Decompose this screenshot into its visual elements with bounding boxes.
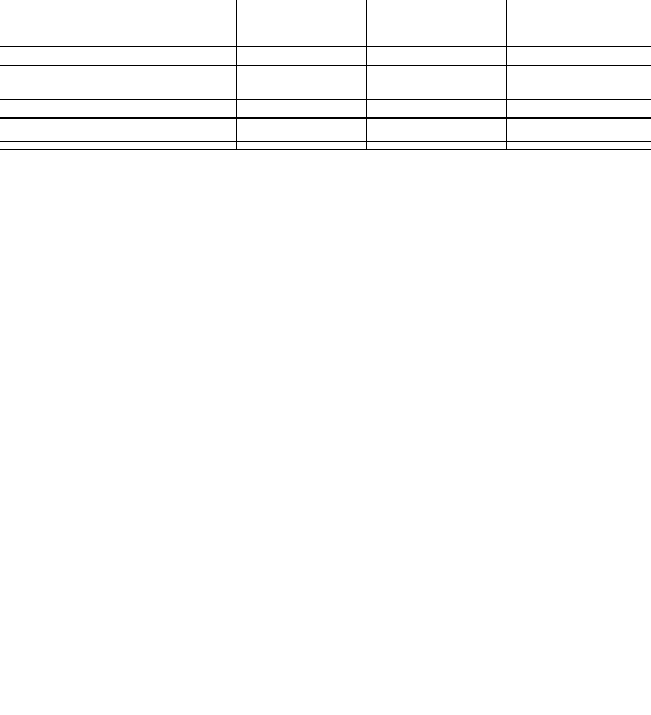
- header-row-groups: [0, 0, 651, 47]
- families-label: [0, 100, 236, 118]
- empty-cell: [506, 66, 576, 100]
- population-row: [0, 119, 651, 142]
- header-empty-cell: [0, 0, 236, 47]
- spacer-cell: [506, 142, 576, 150]
- spacer-row: [0, 142, 651, 150]
- row-label: [0, 149, 236, 150]
- empty-cell: [236, 66, 306, 100]
- var-q4-pp-cell: [436, 149, 506, 150]
- empty-cell: [506, 100, 576, 118]
- percent-cell: [306, 149, 366, 150]
- spacer-cell: [0, 142, 236, 150]
- spacer-cell: [366, 142, 436, 150]
- empty-cell: [366, 119, 436, 142]
- header-thousand: [506, 47, 576, 66]
- spacer-cell: [236, 142, 306, 150]
- empty-cell: [576, 119, 651, 142]
- empty-cell: [576, 100, 651, 118]
- table-row: [0, 149, 651, 150]
- header-row-units: [0, 47, 651, 66]
- empty-cell: [366, 100, 436, 118]
- ict-statistics-table: [0, 0, 651, 150]
- families-percent: [306, 100, 366, 118]
- table-body: [0, 0, 651, 150]
- empty-cell: [576, 66, 651, 100]
- empty-cell: [306, 66, 366, 100]
- spacer-cell: [306, 142, 366, 150]
- families-thousand: [236, 100, 306, 118]
- household-equipment-title: [0, 66, 236, 100]
- var-year-thousand-cell: [506, 149, 576, 150]
- header-thousand: [366, 47, 436, 66]
- spacer-cell: [436, 142, 506, 150]
- population-label: [0, 119, 236, 142]
- empty-cell: [436, 119, 506, 142]
- header-pp: [436, 47, 506, 66]
- header-percent: [306, 47, 366, 66]
- empty-cell: [436, 100, 506, 118]
- thousand-cell: [236, 149, 306, 150]
- empty-cell: [366, 66, 436, 100]
- header-empty-cell: [0, 47, 236, 66]
- header-thousand: [236, 47, 306, 66]
- families-row: [0, 100, 651, 118]
- header-var-prev-year: [506, 0, 651, 47]
- spacer-cell: [576, 142, 651, 150]
- population-thousand: [236, 119, 306, 142]
- header-q1-2009: [236, 0, 366, 47]
- var-q4-thousand-cell: [366, 149, 436, 150]
- header-pp: [576, 47, 651, 66]
- section-title-row: [0, 66, 651, 100]
- empty-cell: [436, 66, 506, 100]
- header-var-q4-2008: [366, 0, 506, 47]
- empty-cell: [506, 119, 576, 142]
- population-percent: [306, 119, 366, 142]
- var-year-pp-cell: [576, 149, 651, 150]
